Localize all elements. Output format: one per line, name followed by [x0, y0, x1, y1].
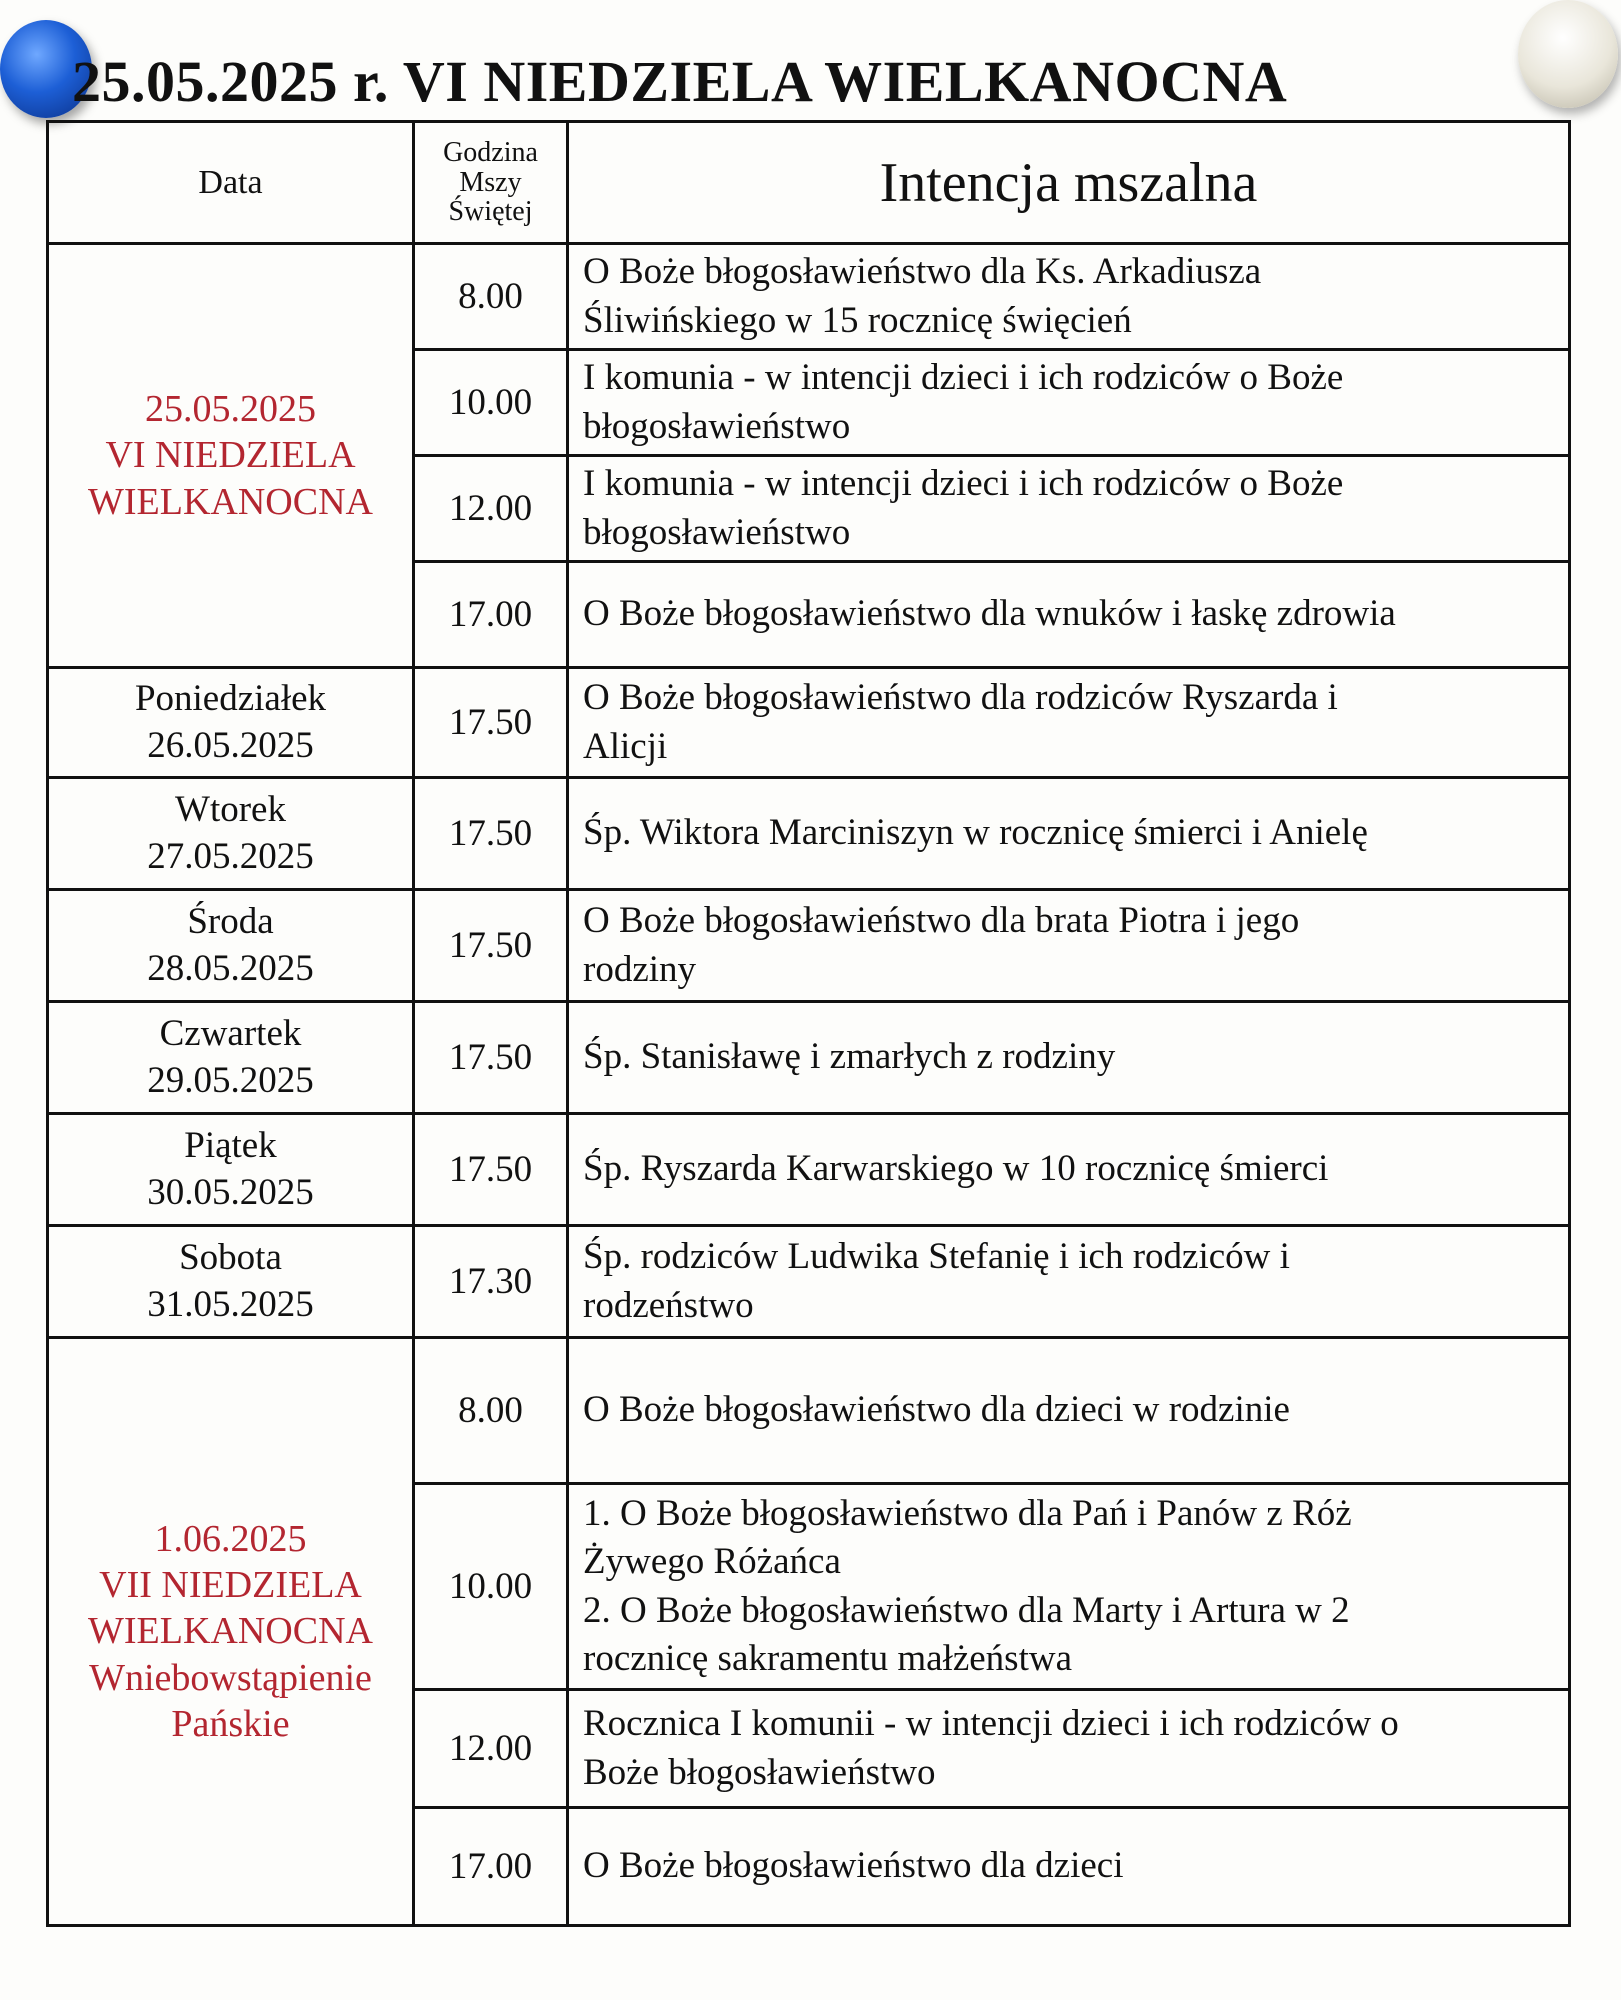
intention-line: Śp. Stanisławę i zmarłych z rodziny [583, 1036, 1116, 1078]
mass-intention [568, 1338, 1570, 1484]
mass-intention [568, 890, 1570, 1002]
mass-intention [568, 1690, 1570, 1808]
mass-intention [568, 668, 1570, 778]
mass-intention [568, 244, 1570, 350]
date-line: Wtorek [175, 789, 286, 831]
mass-time: 10.00 [414, 350, 568, 456]
date-line: Czwartek [159, 1013, 302, 1055]
mass-intention [568, 456, 1570, 562]
date-cell [48, 1114, 414, 1226]
intention-line: Żywego Różańca [583, 1541, 841, 1583]
date-line: VII NIEDZIELA [99, 1563, 362, 1606]
mass-intentions-table [46, 120, 1571, 1927]
intention-line: Boże błogosławieństwo [583, 1751, 936, 1793]
mass-time: 17.50 [414, 668, 568, 778]
table-row [48, 1226, 1570, 1338]
mass-time: 12.00 [414, 456, 568, 562]
mass-time: 8.00 [414, 244, 568, 350]
intention-line: Alicji [583, 725, 668, 767]
date-cell [48, 244, 414, 668]
mass-time: 17.00 [414, 1808, 568, 1926]
intention-line: błogosławieństwo [583, 405, 851, 447]
mass-time: 12.00 [414, 1690, 568, 1808]
mass-intention [568, 350, 1570, 456]
date-line: Sobota [179, 1237, 282, 1279]
mass-intention [568, 1226, 1570, 1338]
date-cell [48, 1226, 414, 1338]
mass-time: 17.50 [414, 778, 568, 890]
mass-time: 17.50 [414, 1002, 568, 1114]
header-row [48, 122, 1570, 244]
header-intention: Intencja mszalna [568, 122, 1570, 244]
mass-time: 17.00 [414, 562, 568, 668]
intention-line: rodzeństwo [583, 1284, 754, 1326]
date-cell [48, 890, 414, 1002]
date-line: 29.05.2025 [147, 1059, 314, 1101]
intention-line: 1. O Boże błogosławieństwo dla Pań i Panów z Róż [583, 1493, 1352, 1535]
date-line: 28.05.2025 [147, 947, 314, 989]
page-title: 25.05.2025 r. VI NIEDZIELA WIELKANOCNA [72, 49, 1288, 114]
intention-line: Śliwińskiego w 15 rocznicę święcień [583, 299, 1132, 341]
intention-line: O Boże błogosławieństwo dla dzieci [583, 1845, 1124, 1887]
mass-intention [568, 778, 1570, 890]
mass-intention [568, 1114, 1570, 1226]
table-row [48, 244, 1570, 350]
date-line: 27.05.2025 [147, 835, 314, 877]
header-time-line: Godzina [443, 137, 538, 169]
header-date: Data [48, 122, 414, 244]
date-line: 1.06.2025 [154, 1517, 307, 1560]
date-line: 25.05.2025 [145, 387, 316, 430]
intention-line: Śp. Ryszarda Karwarskiego w 10 rocznicę śmierci [583, 1148, 1329, 1190]
date-cell [48, 778, 414, 890]
table-row [48, 1002, 1570, 1114]
mass-time: 17.50 [414, 1114, 568, 1226]
intention-line: rodziny [583, 948, 697, 990]
date-line: Wniebowstąpienie [89, 1656, 372, 1699]
mass-time: 17.30 [414, 1226, 568, 1338]
mass-time: 8.00 [414, 1338, 568, 1484]
intention-line: O Boże błogosławieństwo dla wnuków i łaskę zdrowia [583, 593, 1396, 635]
table-row [48, 668, 1570, 778]
date-line: Piątek [184, 1125, 277, 1167]
intention-line: rocznicę sakramentu małżeństwa [583, 1637, 1072, 1679]
intention-line: Śp. rodziców Ludwika Stefanię i ich rodziców i [583, 1236, 1290, 1278]
date-line: WIELKANOCNA [88, 480, 373, 523]
date-line: 31.05.2025 [147, 1283, 314, 1325]
table-row [48, 1114, 1570, 1226]
mass-time: 10.00 [414, 1484, 568, 1690]
intention-line: I komunia - w intencji dzieci i ich rodziców o Boże [583, 463, 1344, 505]
intention-line: błogosławieństwo [583, 511, 851, 553]
date-line: 26.05.2025 [147, 724, 314, 766]
mass-intention [568, 1002, 1570, 1114]
header-time-line: Mszy [459, 166, 522, 198]
white-pushpin-icon [1518, 0, 1618, 108]
date-line: VI NIEDZIELA [105, 434, 356, 477]
intention-line: Śp. Wiktora Marciniszyn w rocznicę śmierci i Anielę [583, 812, 1368, 854]
mass-intention [568, 1484, 1570, 1690]
header-time [414, 122, 568, 244]
date-cell [48, 1338, 414, 1926]
mass-intention [568, 1808, 1570, 1926]
date-line: Środa [187, 901, 274, 943]
date-line: Poniedziałek [134, 678, 327, 720]
date-cell [48, 668, 414, 778]
table-row [48, 890, 1570, 1002]
header-time-line: Świętej [448, 196, 533, 228]
intention-line: I komunia - w intencji dzieci i ich rodziców o Boże [583, 357, 1344, 399]
mass-intention [568, 562, 1570, 668]
table-row [48, 778, 1570, 890]
intention-line: O Boże błogosławieństwo dla Ks. Arkadiusza [583, 251, 1262, 293]
date-cell [48, 1002, 414, 1114]
intention-line: O Boże błogosławieństwo dla brata Piotra i jego [583, 900, 1300, 942]
table-row [48, 1338, 1570, 1484]
intention-line: O Boże błogosławieństwo dla dzieci w rodzinie [583, 1389, 1290, 1431]
date-line: WIELKANOCNA [88, 1610, 373, 1653]
intention-line: Rocznica I komunii - w intencji dzieci i ich rodziców o [583, 1703, 1399, 1745]
date-line: 30.05.2025 [147, 1171, 314, 1213]
intention-line: 2. O Boże błogosławieństwo dla Marty i Artura w 2 [583, 1589, 1350, 1631]
mass-time: 17.50 [414, 890, 568, 1002]
intention-line: O Boże błogosławieństwo dla rodziców Ryszarda i [583, 677, 1338, 719]
table-body [48, 244, 1570, 1926]
mass-intentions-sheet [46, 120, 1571, 1927]
date-line: Pańskie [171, 1703, 290, 1746]
